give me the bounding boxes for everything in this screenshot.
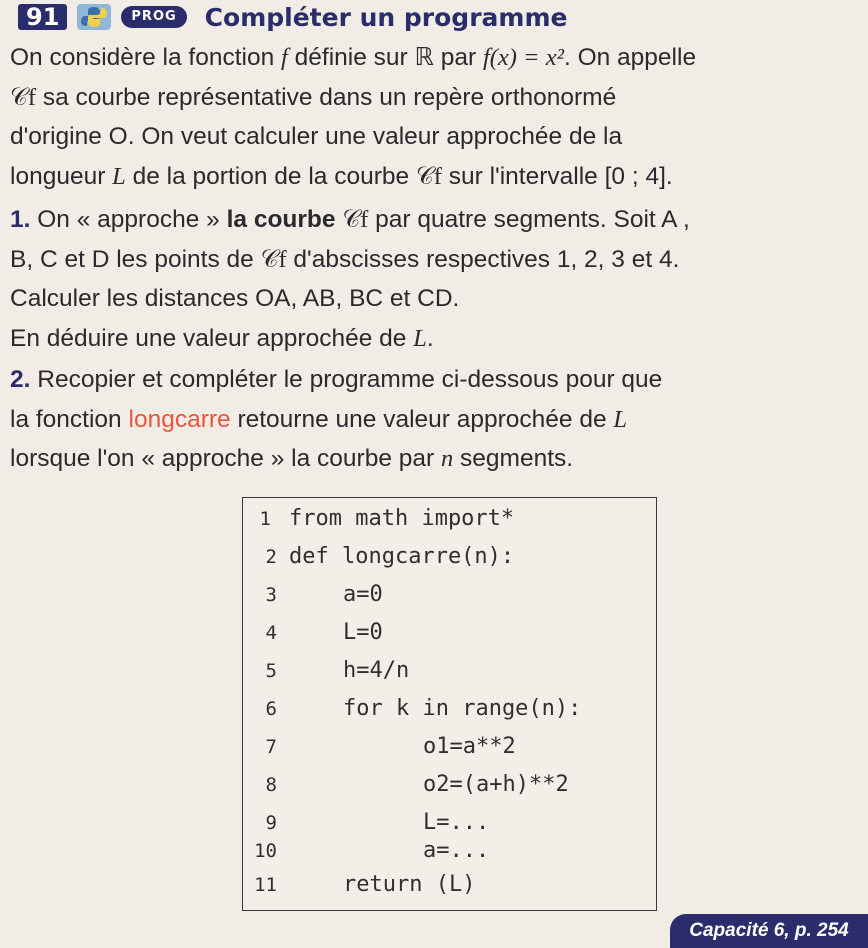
code-listing [242, 497, 657, 911]
intro-line-1 [10, 38, 860, 78]
q1-line-4 [10, 319, 860, 359]
q2-line-1 [10, 360, 860, 400]
code-text: L=0 [343, 620, 383, 645]
math-cf: 𝒞f [415, 162, 442, 190]
line-number: 5 [265, 660, 277, 682]
code-line [243, 868, 656, 902]
text-span: segments. [453, 445, 574, 473]
text-span: la fonction [10, 405, 129, 433]
code-text: return (L) [343, 872, 476, 897]
line-number: 1 [259, 508, 271, 530]
line-number: 3 [265, 584, 277, 606]
text-span: de la portion de la courbe [125, 162, 416, 190]
code-text: for k in range(n): [343, 696, 582, 721]
intro-line-4 [10, 157, 860, 197]
text-span: On « approche » [30, 206, 227, 233]
intro-line-2 [10, 78, 860, 118]
code-line [243, 692, 656, 726]
line-number: 8 [265, 774, 277, 796]
code-line [243, 730, 656, 764]
text-span: . [426, 324, 434, 352]
q1-line-1 [10, 200, 860, 240]
q1-line-2 [10, 240, 860, 280]
math-formula: f(x) = x² [482, 44, 564, 71]
code-line [243, 616, 656, 650]
exercise-title: Compléter un programme [204, 2, 568, 32]
line-number: 4 [265, 622, 277, 644]
text-span: retourne une valeur approchée de [230, 405, 614, 433]
capacite-reference: Capacité 6, p. 254 [670, 914, 868, 948]
question-number: 2. [10, 366, 31, 393]
text-span: longueur [10, 162, 113, 190]
code-text: a=... [423, 838, 490, 863]
code-text: o1=a**2 [423, 734, 516, 759]
text-span: En déduire une valeur approchée de [10, 324, 414, 352]
text-span: d'abscisses respectives 1, 2, 3 et 4. [286, 245, 680, 273]
text-span: . On appelle [563, 44, 697, 71]
code-line [243, 502, 656, 536]
function-name: longcarre [128, 405, 231, 433]
math-L: L [613, 405, 628, 433]
question-2 [10, 360, 860, 479]
exercise-number: 91 [18, 4, 67, 30]
text-span: définie sur ℝ par [287, 44, 483, 71]
math-cf: 𝒞f [10, 83, 37, 111]
line-number: 9 [265, 812, 277, 834]
text-span: sur l'intervalle [0 ; 4]. [441, 162, 673, 190]
text-span: Recopier et compléter le programme ci-dessous pour que [30, 366, 663, 393]
text-span: lorsque l'on « approche » la courbe par [10, 445, 441, 473]
math-L: L [112, 162, 126, 190]
line-number: 10 [254, 840, 277, 862]
text-span: On considère la fonction [10, 44, 282, 71]
code-text: h=4/n [343, 658, 410, 683]
text-span: B, C et D les points de [10, 245, 261, 273]
code-line [243, 578, 656, 612]
math-f: f [281, 44, 288, 71]
code-line [243, 768, 656, 802]
q2-line-2 [10, 400, 860, 440]
q2-line-3 [10, 439, 860, 479]
code-text: from math import* [289, 506, 515, 531]
text-span: par quatre segments. Soit A , [368, 206, 690, 233]
code-text: L=... [423, 810, 490, 835]
line-number: 2 [265, 546, 277, 568]
code-line [243, 654, 656, 688]
q1-line-3: Calculer les distances OA, AB, BC et CD. [10, 285, 460, 313]
code-text: a=0 [343, 582, 383, 607]
line-number: 7 [265, 736, 277, 758]
intro-paragraph [10, 38, 860, 196]
intro-line-3: d'origine O. On veut calculer une valeur approchée de la [10, 123, 623, 151]
math-cf: 𝒞f [260, 245, 287, 273]
question-1 [10, 200, 860, 358]
prog-badge: PROG [121, 6, 186, 28]
text-span: sa courbe représentative dans un repère orthonormé [36, 83, 617, 111]
code-text: o2=(a+h)**2 [423, 772, 569, 797]
bold-span: la courbe [226, 206, 343, 233]
line-number: 6 [265, 698, 277, 720]
python-logo-icon [77, 4, 111, 30]
question-number: 1. [10, 206, 31, 233]
code-line [243, 540, 656, 574]
exercise-header [18, 0, 567, 34]
line-number: 11 [254, 874, 277, 896]
code-text: def longcarre(n): [289, 544, 515, 569]
math-n: n [441, 445, 454, 473]
math-L: L [413, 324, 427, 352]
code-line [243, 834, 656, 868]
math-cf: 𝒞f [342, 206, 369, 233]
